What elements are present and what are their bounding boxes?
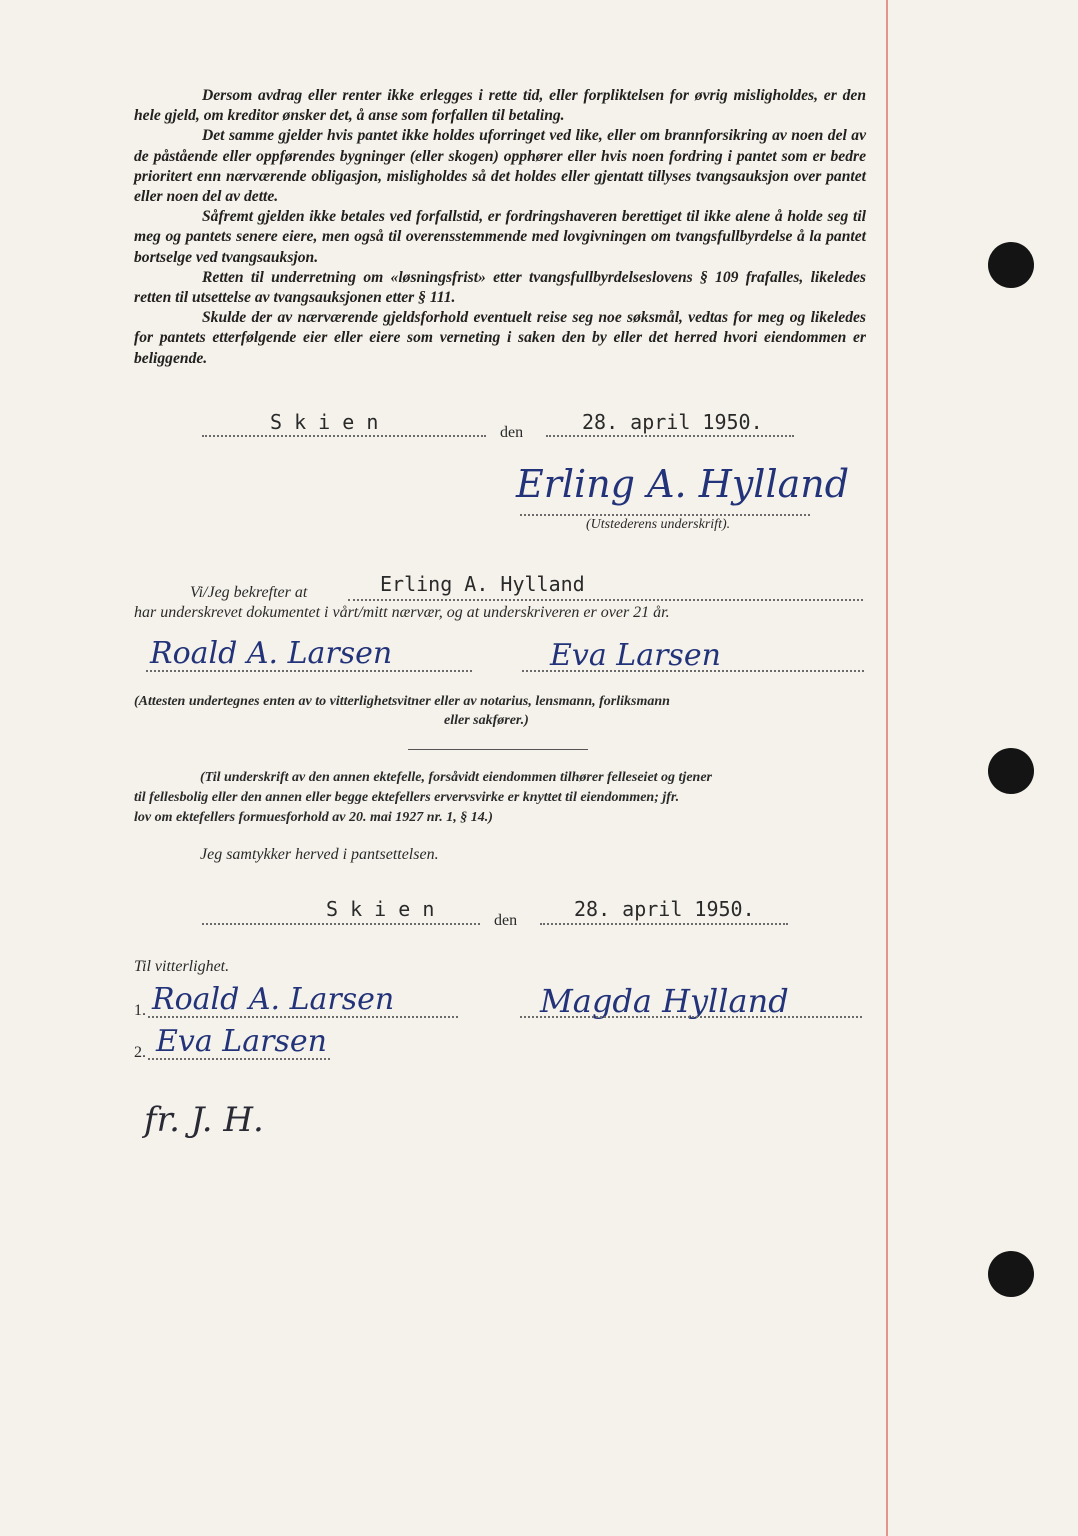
spouse-signature-line xyxy=(520,1016,862,1018)
punch-hole-top xyxy=(988,242,1034,288)
witnesses-title: Til vitterlighet. xyxy=(134,958,230,975)
witness-1-signature: Roald A. Larsen xyxy=(152,982,395,1017)
witness-1-line xyxy=(148,1016,458,1018)
witness-2-signature: Eva Larsen xyxy=(156,1024,327,1059)
issuer-signature-line xyxy=(520,514,810,516)
attest-note-2: eller sakfører.) xyxy=(444,713,529,728)
punch-hole-bottom xyxy=(988,1251,1034,1297)
witness-lead-label: Vi/Jeg bekrefter at xyxy=(190,584,308,601)
issuer-signature: Erling A. Hylland xyxy=(516,462,850,506)
terms-paragraph-2: Det samme gjelder hvis pantet ikke holdes uforringet ved like, eller om brannforsikring av noen del av de påstående eller oppførendes bygninger (eller skogen) opphører eller hvis noen fordring i pantet som er bedre prioritert enn nærværende obligasjon, misligholdes så det holdes eller gjentatt tillyses tvangsauksjon over pantet eller noen del av dette. xyxy=(134,127,866,206)
witness-number-2: 2. xyxy=(134,1044,146,1061)
place-1: S k i e n xyxy=(270,410,379,434)
place-line-2 xyxy=(202,923,480,925)
red-margin-line xyxy=(886,0,888,1536)
attest-note-1: (Attesten undertegnes enten av to vitterlighetsvitner eller av notarius, lensmann, forliksmann xyxy=(134,694,670,709)
separator-rule xyxy=(408,749,588,750)
witness-number-1: 1. xyxy=(134,1002,146,1019)
spouse-signature: Magda Hylland xyxy=(540,982,789,1020)
witness-2-line xyxy=(148,1058,330,1060)
witness-signature-line-1 xyxy=(146,670,472,672)
terms-paragraph-1: Dersom avdrag eller renter ikke erlegges i rette tid, eller forpliktelsen for øvrig misligholdes, er den hele gjeld, om kreditor ønsker det, å anse som forfallen til betaling. xyxy=(134,87,866,125)
witness-signature-1: Roald A. Larsen xyxy=(150,636,393,671)
den-label-1: den xyxy=(500,424,524,441)
witness-name-line xyxy=(348,599,863,601)
consent-text: Jeg samtykker herved i pantsettelsen. xyxy=(200,846,439,863)
date-1: 28. april 1950. xyxy=(582,410,763,434)
issuer-caption: (Utstederens underskrift). xyxy=(586,517,731,532)
date-line-1 xyxy=(546,435,794,437)
den-label-2: den xyxy=(494,912,518,929)
terms-paragraph-4: Retten til underretning om «løsningsfrist» etter tvangsfullbyrdelseslovens § 109 frafalles, likeledes retten til utsettelse av tvangsauksjonen etter § 111. xyxy=(134,268,866,307)
spouse-note-line-2: til fellesbolig eller den annen eller begge ektefellers ervervsvirke er knyttet til eiendommen; jfr. xyxy=(134,790,680,805)
initials: fr. J. H. xyxy=(144,1100,264,1140)
terms-paragraph-3: Såfremt gjelden ikke betales ved forfallstid, er fordringshaveren berettiget til ikke alene å holde seg til meg og pantets senere eiere, men også til overensstemmende med lovgivningen om tvangsfullbyrdelse å la pantet bortselge ved tvangsauksjon. xyxy=(134,208,866,266)
witness-name: Erling A. Hylland xyxy=(380,572,585,596)
place-line-1 xyxy=(202,435,486,437)
date-2: 28. april 1950. xyxy=(574,897,755,921)
date-line-2 xyxy=(540,923,788,925)
witness-signature-line-2 xyxy=(522,670,864,672)
witness-statement-line2: har underskrevet dokumentet i vårt/mitt nærvær, og at underskriveren er over 21 år. xyxy=(134,604,670,621)
punch-hole-middle xyxy=(988,748,1034,794)
terms-text xyxy=(134,86,866,369)
place-2: S k i e n xyxy=(326,897,435,921)
spouse-note-line-3: lov om ektefellers formuesforhold av 20. mai 1927 nr. 1, § 14.) xyxy=(134,810,493,825)
spouse-note-line-1: (Til underskrift av den annen ektefelle, forsåvidt eiendommen tilhører felleseiet og tjener xyxy=(200,770,712,785)
witness-signature-2: Eva Larsen xyxy=(550,638,721,673)
terms-paragraph-5: Skulde der av nærværende gjeldsforhold eventuelt reise seg noe søksmål, vedtas for meg og likeledes for pantets etterfølgende eier eller eiere som verneting i saken den by eller det herred hvori eiendommen er beliggende. xyxy=(134,309,866,367)
